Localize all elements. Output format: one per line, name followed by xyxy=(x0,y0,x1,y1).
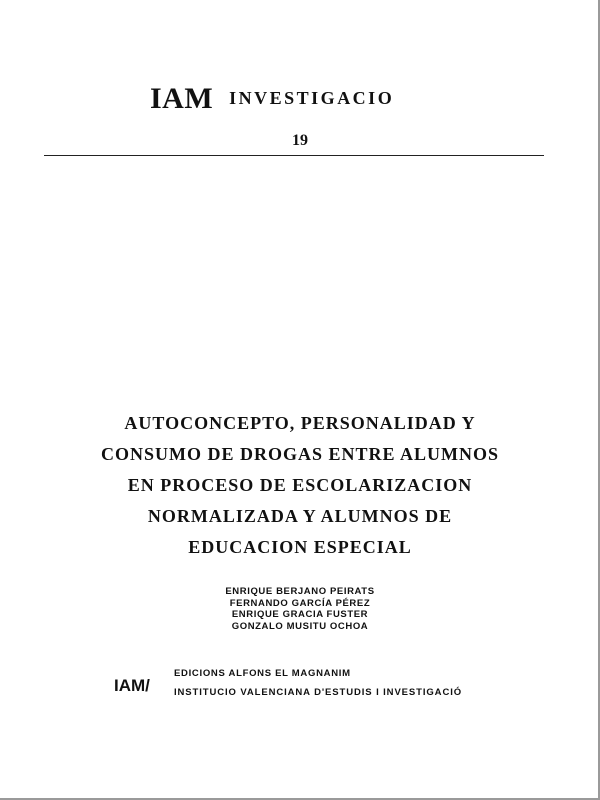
publisher-logo: IAM/ xyxy=(114,676,150,695)
series-name: INVESTIGACIO xyxy=(229,88,395,108)
header-divider xyxy=(44,155,544,156)
title-line: AUTOCONCEPTO, PERSONALIDAD Y xyxy=(124,413,476,433)
author-name: ENRIQUE BERJANO PEIRATS xyxy=(225,586,375,597)
author-name: ENRIQUE GRACIA FUSTER xyxy=(231,609,369,620)
series-number: 19 xyxy=(292,132,308,149)
title-line: NORMALIZADA Y ALUMNOS DE xyxy=(147,506,453,526)
author-name: FERNANDO GARCÍA PÉREZ xyxy=(229,597,371,609)
author-list xyxy=(0,586,600,632)
title-line: EN PROCESO DE ESCOLARIZACION xyxy=(127,475,473,495)
series-logo: IAM xyxy=(150,82,214,115)
author-name: GONZALO MUSITU OCHOA xyxy=(231,620,369,632)
title-line: CONSUMO DE DROGAS ENTRE ALUMNOS xyxy=(100,444,500,464)
title-line: EDUCACION ESPECIAL xyxy=(188,537,412,557)
publisher-institution: INSTITUCIO VALENCIANA D'ESTUDIS I INVESTIGACIÓ xyxy=(174,687,463,698)
publisher-name: EDICIONS ALFONS EL MAGNANIM xyxy=(174,668,351,679)
series-header xyxy=(150,82,394,116)
book-title xyxy=(0,408,600,563)
